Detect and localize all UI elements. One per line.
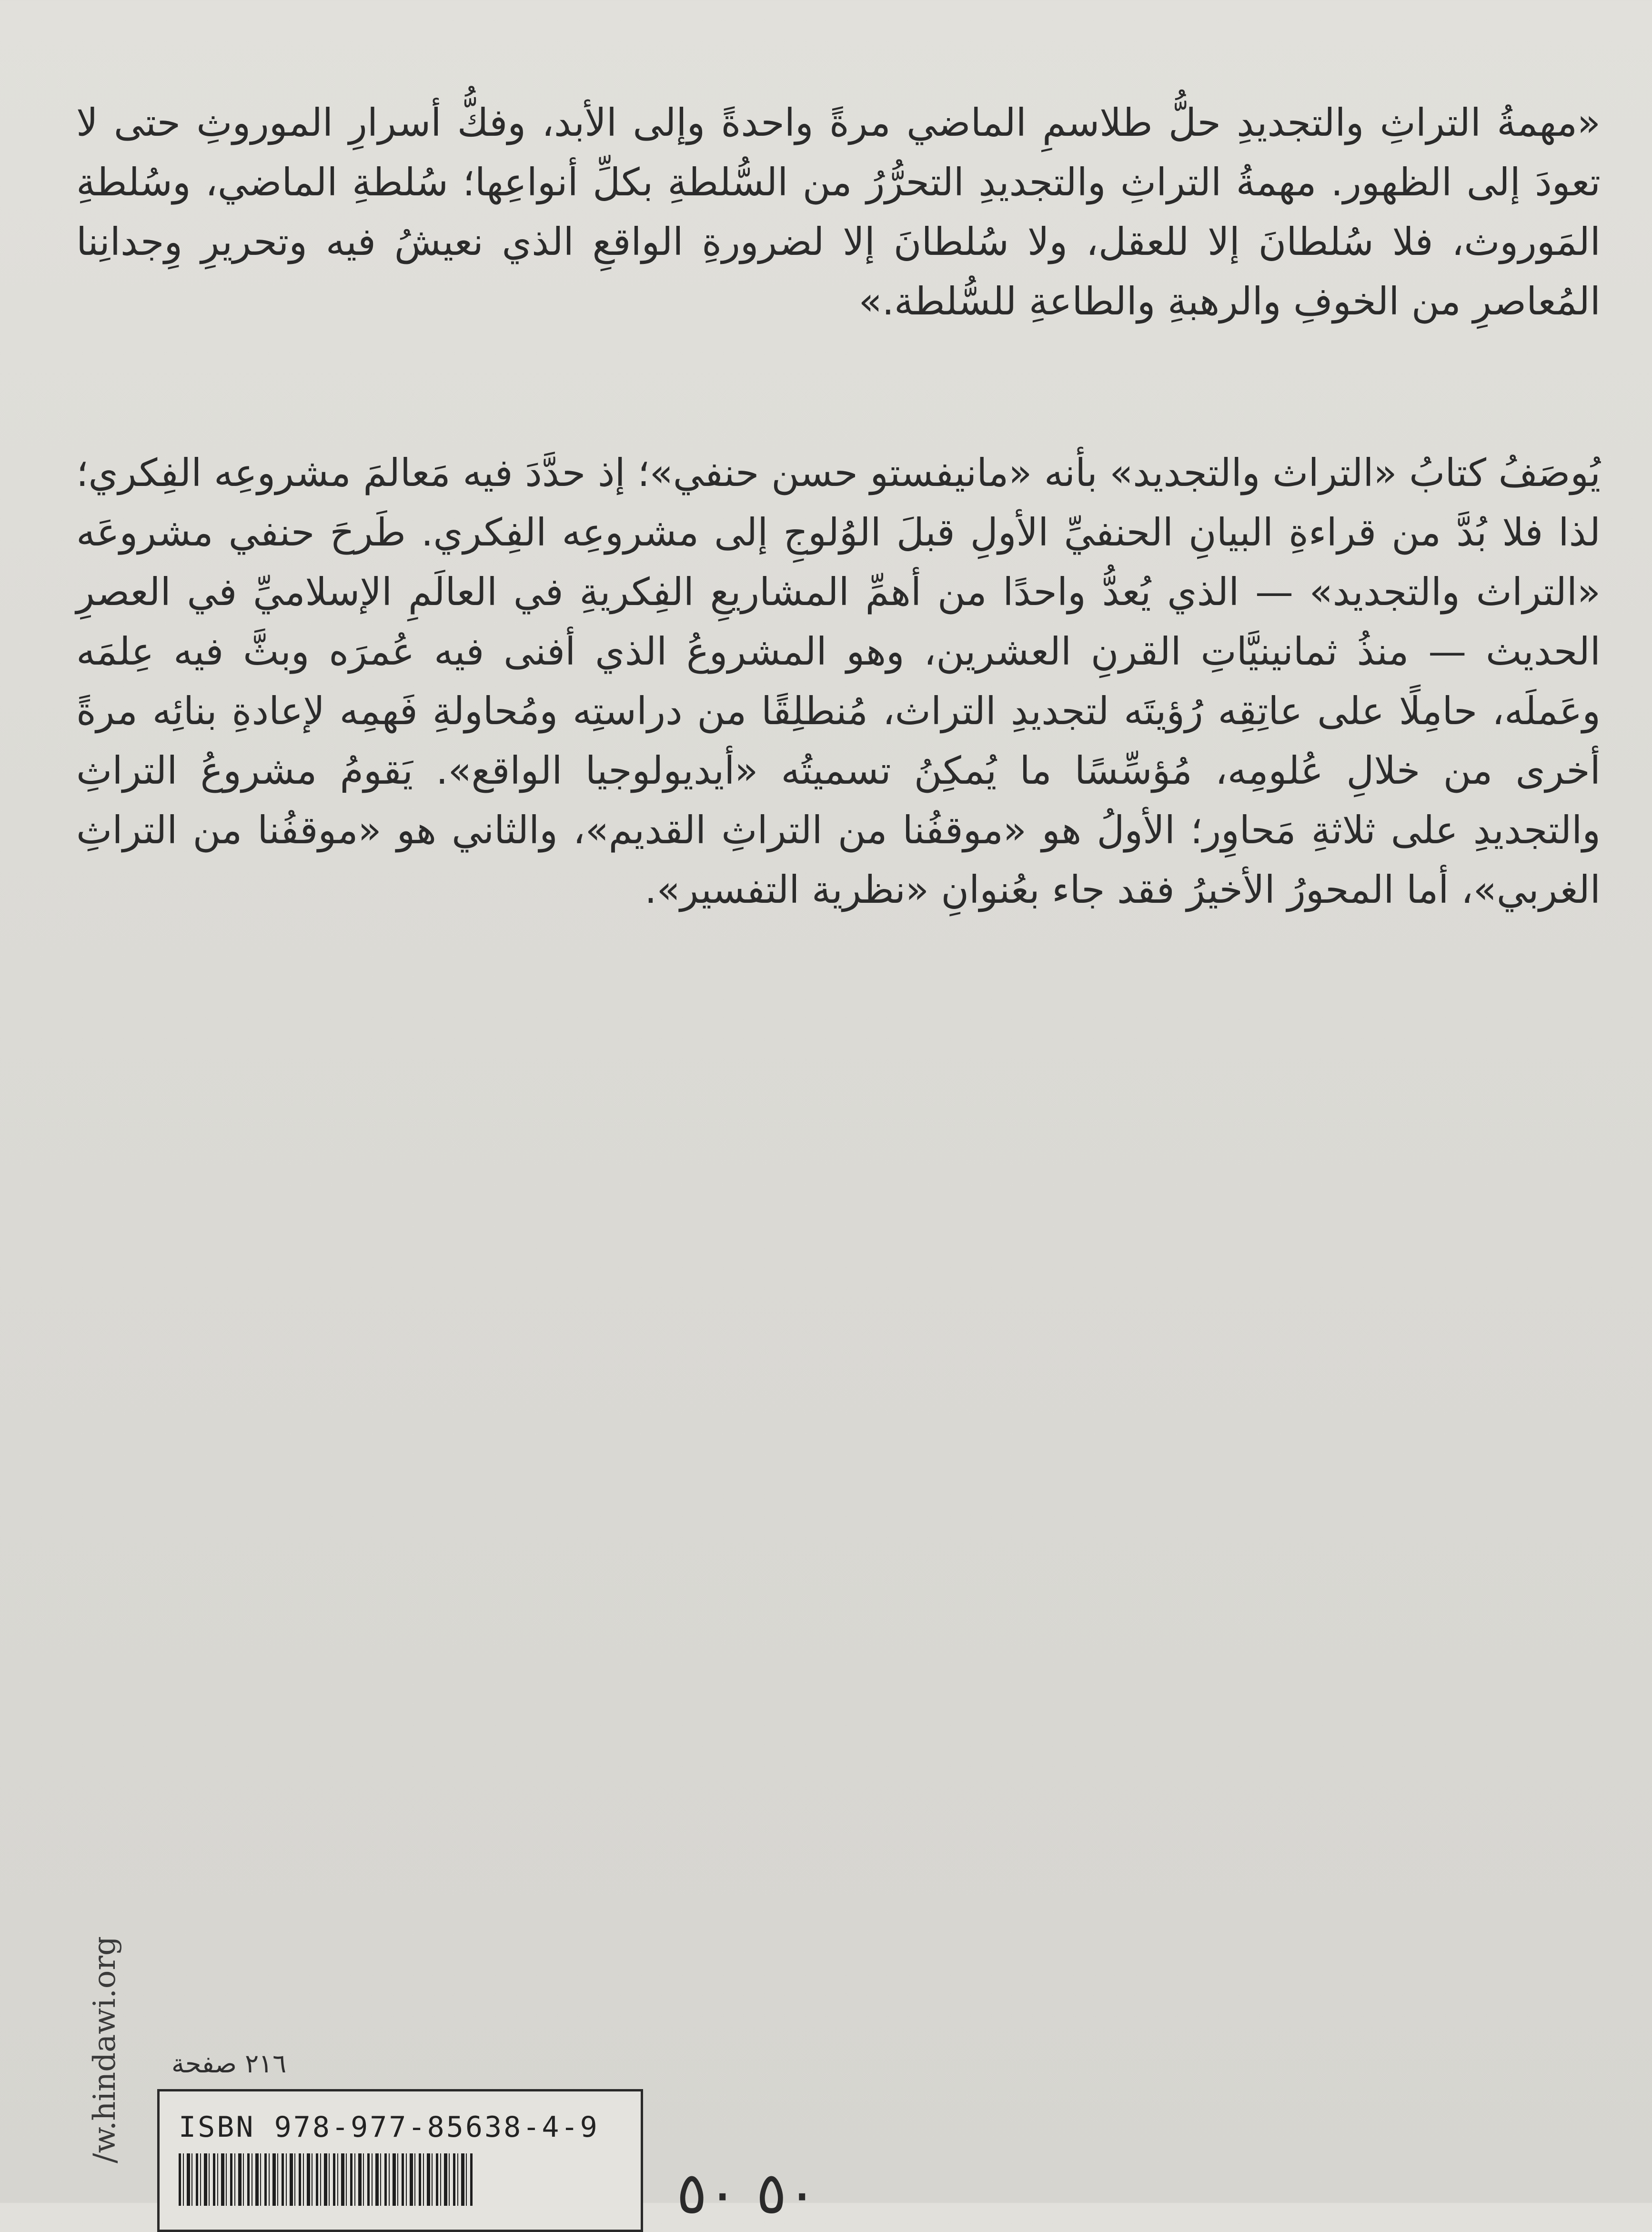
publisher-website: w.hindawi.org/ [87, 1936, 122, 2163]
quote-paragraph: «مهمةُ التراثِ والتجديدِ حلُّ طلاسمِ الماضي مرةً واحدةً وإلى الأبد، وفكُّ أسرارِ الموروثِ حتى لا تعودَ إلى الظهور. مهمةُ التراثِ والتجديدِ التحرُّرُ من السُّلطةِ بكلِّ أنواعِها؛ سُلطةِ الماضي، وسُلطةِ المَوروث، فلا سُلطانَ إلا للعقل، ولا سُلطانَ إلا لضرورةِ الواقعِ الذي نعيشُ فيه وتحريرِ وِجدانِنا المُعاصرِ من الخوفِ والرهبةِ والطاعةِ للسُّلطة.» [76, 101, 1601, 323]
description-paragraph: يُوصَفُ كتابُ «التراث والتجديد» بأنه «مانيفستو حسن حنفي»؛ إذ حدَّدَ فيه مَعالمَ مشروعِه الفِكري؛ لذا فلا بُدَّ من قراءةِ البيانِ الحنفيِّ الأولِ قبلَ الوُلوجِ إلى مشروعِه الفِكري. طَرحَ حنفي مشروعَه «التراث والتجديد» — الذي يُعدُّ واحدًا من أهمِّ المشاريعِ الفِكريةِ في العالَمِ الإسلاميِّ في العصرِ الحديث — منذُ ثمانينيَّاتِ القرنِ العشرين، وهو المشروعُ الذي أفنى فيه عُمرَه وبثَّ فيه عِلمَه وعَملَه، حامِلًا على عاتِقِه رُؤيتَه لتجديدِ التراث، مُنطلِقًا من دراستِه ومُحاولةِ فَهمِه لإعادةِ بنائِه مرةً أخرى من خلالِ عُلومِه، مُؤسِّسًا ما يُمكِنُ تسميتُه «أيديولوجيا الواقع». يَقومُ مشروعُ التراثِ والتجديدِ على ثلاثةِ مَحاوِر؛ الأولُ هو «موقفُنا من التراثِ القديم»، والثاني هو «موقفُنا من التراثِ الغربي»، أما المحورُ الأخيرُ فقد جاء بعُنوانِ «نظرية التفسير». [76, 451, 1601, 912]
isbn-number: ISBN 978-977-85638-4-9 [179, 2111, 599, 2144]
isbn-barcode-box [157, 2089, 643, 2232]
page-count-label: ٢١٦ صفحة [171, 2049, 287, 2079]
price-label: ٥٠ ٥٠ [676, 2161, 817, 2227]
barcode-icon [179, 2153, 474, 2206]
